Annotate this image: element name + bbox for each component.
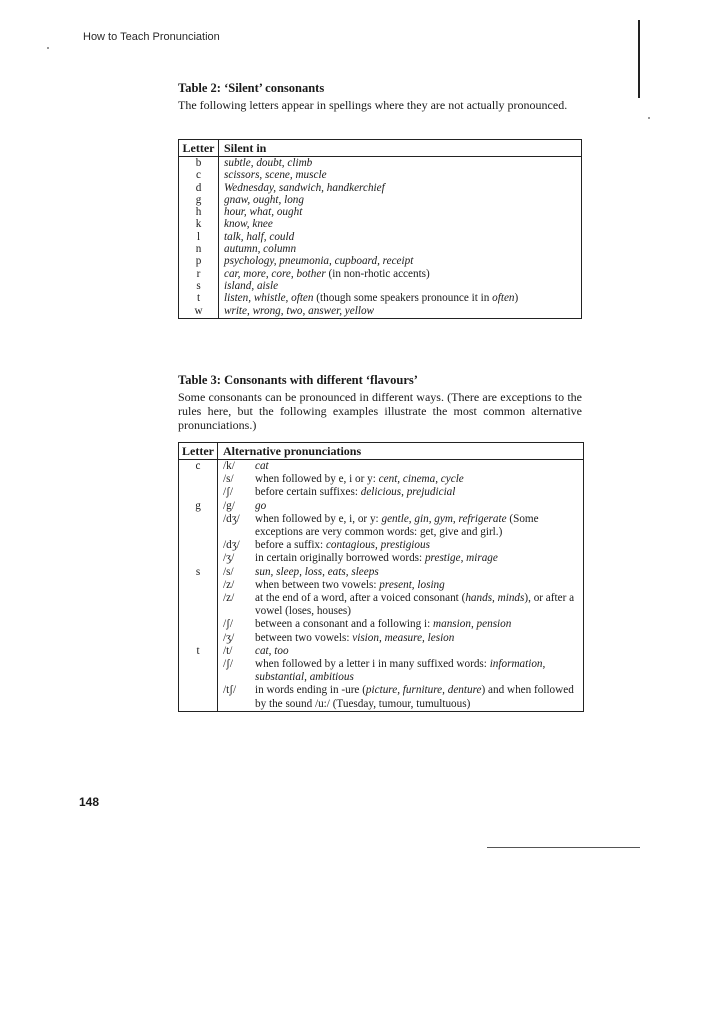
running-head: How to Teach Pronunciation xyxy=(83,31,220,43)
pronunciation-description xyxy=(255,500,583,513)
pronunciation-description xyxy=(255,645,583,658)
letter-cell xyxy=(179,632,217,645)
example-words: prestige, mirage xyxy=(424,552,498,565)
phoneme: /z/ xyxy=(223,578,235,591)
rule-text: between two vowels: xyxy=(255,631,353,644)
rule-text: when between two vowels: xyxy=(255,578,380,591)
example-words: picture, furniture, denture xyxy=(365,684,482,697)
table-row xyxy=(179,169,581,181)
pronunciation-description xyxy=(255,632,583,645)
letter-cell xyxy=(179,579,217,592)
example-words: delicious, prejudicial xyxy=(360,486,456,499)
example-words: cent, cinema, cycle xyxy=(378,473,464,486)
silent-words: subtle, doubt, climb xyxy=(224,157,313,169)
table-row xyxy=(179,268,581,280)
phoneme: /z/ xyxy=(223,592,235,605)
table-row xyxy=(179,618,583,631)
example-words: information, substantial, ambitious xyxy=(255,658,546,684)
table-row xyxy=(179,473,583,486)
rule-text: at the end of a word, after a voiced consonant ( xyxy=(255,592,466,605)
example-words: cat xyxy=(255,460,269,472)
phoneme: /s/ xyxy=(223,565,234,578)
pronunciation-description xyxy=(255,618,583,631)
letter-cell xyxy=(179,486,217,499)
phoneme: /dʒ/ xyxy=(223,512,240,525)
table-row xyxy=(179,500,583,513)
table-row xyxy=(179,231,581,243)
silent-words: psychology, pneumonia, cupboard, receipt xyxy=(224,255,414,268)
letter-cell: g xyxy=(195,499,201,512)
silent-words: know, knee xyxy=(224,218,273,231)
rule-text: in words ending in -ure ( xyxy=(255,684,366,697)
rule-text: in certain originally borrowed words: xyxy=(255,552,425,565)
silent-words-cell xyxy=(219,206,581,218)
row-note-italic: often xyxy=(492,292,515,305)
table-row xyxy=(179,157,581,169)
silent-words: hour, what, ought xyxy=(224,206,303,219)
example-words: vision, measure, lesion xyxy=(352,631,455,644)
phoneme: /ʃ/ xyxy=(223,658,233,671)
column-header-alternative: Alternative pronunciations xyxy=(223,444,362,458)
letter-cell: h xyxy=(179,206,219,218)
silent-words: gnaw, ought, long xyxy=(224,193,304,206)
table-row xyxy=(179,658,583,684)
table3-intro: Some consonants can be pronounced in different ways. (There are exceptions to the rules here, but the following examples illustrate the most common alternative pronunciations.) xyxy=(178,390,582,432)
example-words: present, losing xyxy=(379,578,445,591)
silent-words: island, aisle xyxy=(224,279,279,292)
table2-heading-block xyxy=(178,81,582,112)
rule-text-after: ), or after a vowel (loses, houses) xyxy=(255,592,575,618)
column-header-letter: Letter xyxy=(179,443,218,459)
table-row xyxy=(179,194,581,206)
pronunciation-description xyxy=(255,566,583,579)
letter-cell: w xyxy=(179,305,219,318)
page-edge-line xyxy=(638,20,640,98)
rule-text: when followed by a letter i in many suffixed words: xyxy=(255,658,490,671)
table-row xyxy=(179,460,583,473)
pronunciation-description xyxy=(255,684,583,710)
pronunciation-description xyxy=(255,473,583,486)
table-row xyxy=(179,486,583,499)
phoneme: /ʃ/ xyxy=(223,618,233,631)
letter-cell: r xyxy=(179,268,219,280)
phoneme: /dʒ/ xyxy=(223,539,240,552)
table-row xyxy=(179,592,583,618)
letter-cell: k xyxy=(179,218,219,230)
silent-words: Wednesday, sandwich, handkerchief xyxy=(224,181,385,194)
silent-words: talk, half, could xyxy=(224,230,295,243)
table-row xyxy=(179,539,583,552)
rule-text-after: (Some exceptions are very common words: get, give and girl.) xyxy=(255,512,539,539)
letter-cell: c xyxy=(195,460,201,472)
phoneme: /tʃ/ xyxy=(223,684,237,697)
table-row xyxy=(179,305,581,318)
example-words: cat, too xyxy=(255,644,289,657)
row-note: (in non-rhotic accents) xyxy=(325,267,430,280)
pronunciation-description xyxy=(255,539,583,552)
pronunciation-description xyxy=(255,513,583,539)
letter-cell xyxy=(179,552,217,565)
letter-cell: t xyxy=(196,644,200,657)
letter-cell: p xyxy=(179,255,219,267)
table-row xyxy=(179,255,581,267)
silent-words-cell xyxy=(219,305,581,318)
silent-words-cell xyxy=(219,268,581,280)
table-row xyxy=(179,243,581,255)
letter-cell: s xyxy=(179,280,219,292)
rule-text: when followed by e, i, or y: xyxy=(255,512,382,525)
table-row xyxy=(179,513,583,539)
letter-cell xyxy=(179,513,217,539)
silent-words-cell xyxy=(219,218,581,230)
phoneme: /g/ xyxy=(223,499,235,512)
silent-words-cell xyxy=(219,182,581,194)
pronunciation-description xyxy=(255,552,583,565)
column-header-silent-in: Silent in xyxy=(224,141,267,155)
table-row xyxy=(179,684,583,710)
footer-rule xyxy=(487,847,640,848)
letter-cell xyxy=(179,684,217,710)
table-row xyxy=(179,182,581,194)
phoneme: /k/ xyxy=(223,460,235,472)
silent-words: listen, whistle, often xyxy=(224,292,314,305)
silent-words-cell xyxy=(219,231,581,243)
page-number: 148 xyxy=(79,795,100,809)
table2-intro: The following letters appear in spellings where they are not actually pronounced. xyxy=(178,98,568,112)
letter-cell: t xyxy=(179,292,219,304)
letter-cell xyxy=(179,592,217,618)
phoneme: /t/ xyxy=(223,644,233,657)
pronunciation-description xyxy=(255,579,583,592)
silent-words-cell xyxy=(219,255,581,267)
letter-cell xyxy=(179,473,217,486)
letter-cell: b xyxy=(179,157,219,169)
silent-consonants-table xyxy=(178,139,582,319)
pronunciation-description xyxy=(255,658,583,684)
rule-text: before a suffix: xyxy=(255,539,326,552)
silent-words: autumn, column xyxy=(224,243,297,256)
silent-words-cell xyxy=(219,157,581,169)
table-row xyxy=(179,552,583,565)
silent-words: write, wrong, two, answer, yellow xyxy=(224,304,375,317)
silent-words-cell xyxy=(219,243,581,255)
table-row xyxy=(179,292,581,304)
rule-text: before certain suffixes: xyxy=(255,486,361,499)
table-row xyxy=(179,280,581,292)
example-words: contagious, prestigious xyxy=(325,539,430,552)
example-words: sun, sleep, loss, eats, sleeps xyxy=(255,565,379,578)
table3-title: Table 3: Consonants with different ‘flavours’ xyxy=(178,373,418,387)
scan-speck xyxy=(47,47,49,49)
example-words: go xyxy=(255,499,267,512)
table-row xyxy=(179,645,583,658)
pronunciation-description xyxy=(255,486,583,499)
letter-cell: n xyxy=(179,243,219,255)
example-words: hands, minds xyxy=(465,592,525,605)
phoneme: /s/ xyxy=(223,473,234,486)
rule-text: when followed by e, i or y: xyxy=(255,473,379,486)
silent-words-cell xyxy=(219,292,581,304)
letter-cell: s xyxy=(195,565,201,578)
consonant-flavours-table xyxy=(178,442,584,712)
silent-words-cell xyxy=(219,280,581,292)
letter-cell: d xyxy=(179,182,219,194)
letter-cell: l xyxy=(179,231,219,243)
table3-heading-block xyxy=(178,373,582,432)
letter-cell xyxy=(179,618,217,631)
silent-words-cell xyxy=(219,169,581,181)
table2-title: Table 2: ‘Silent’ consonants xyxy=(178,81,325,95)
pronunciation-description xyxy=(255,592,583,618)
pronunciation-description xyxy=(255,460,583,473)
table-row xyxy=(179,566,583,579)
table-header xyxy=(179,140,581,157)
letter-cell: g xyxy=(179,194,219,206)
example-words: mansion, pension xyxy=(433,618,512,631)
table-row xyxy=(179,579,583,592)
table-body xyxy=(179,460,583,711)
table-row xyxy=(179,632,583,645)
row-note: (though some speakers pronounce it in xyxy=(313,292,493,305)
rule-text-after: ) and when followed by the sound /u:/ (Tuesday, tumour, tumultuous) xyxy=(255,684,574,710)
silent-words: scissors, scene, muscle xyxy=(224,169,327,182)
table-row xyxy=(179,218,581,230)
silent-words: car, more, core, bother xyxy=(224,267,326,280)
letter-cell: c xyxy=(179,169,219,181)
example-words: gentle, gin, gym, refrigerate xyxy=(381,512,507,525)
silent-words-cell xyxy=(219,194,581,206)
letter-cell xyxy=(179,658,217,684)
column-header-letter: Letter xyxy=(179,140,219,156)
phoneme: /ʃ/ xyxy=(223,486,233,499)
letter-cell xyxy=(179,539,217,552)
table-header xyxy=(179,443,583,460)
scan-speck xyxy=(648,117,650,119)
phoneme: /ʒ/ xyxy=(223,552,235,565)
table-body xyxy=(179,157,581,318)
row-note-end: ) xyxy=(514,292,519,305)
table-row xyxy=(179,206,581,218)
rule-text: between a consonant and a following i: xyxy=(255,618,434,631)
phoneme: /ʒ/ xyxy=(223,631,235,644)
